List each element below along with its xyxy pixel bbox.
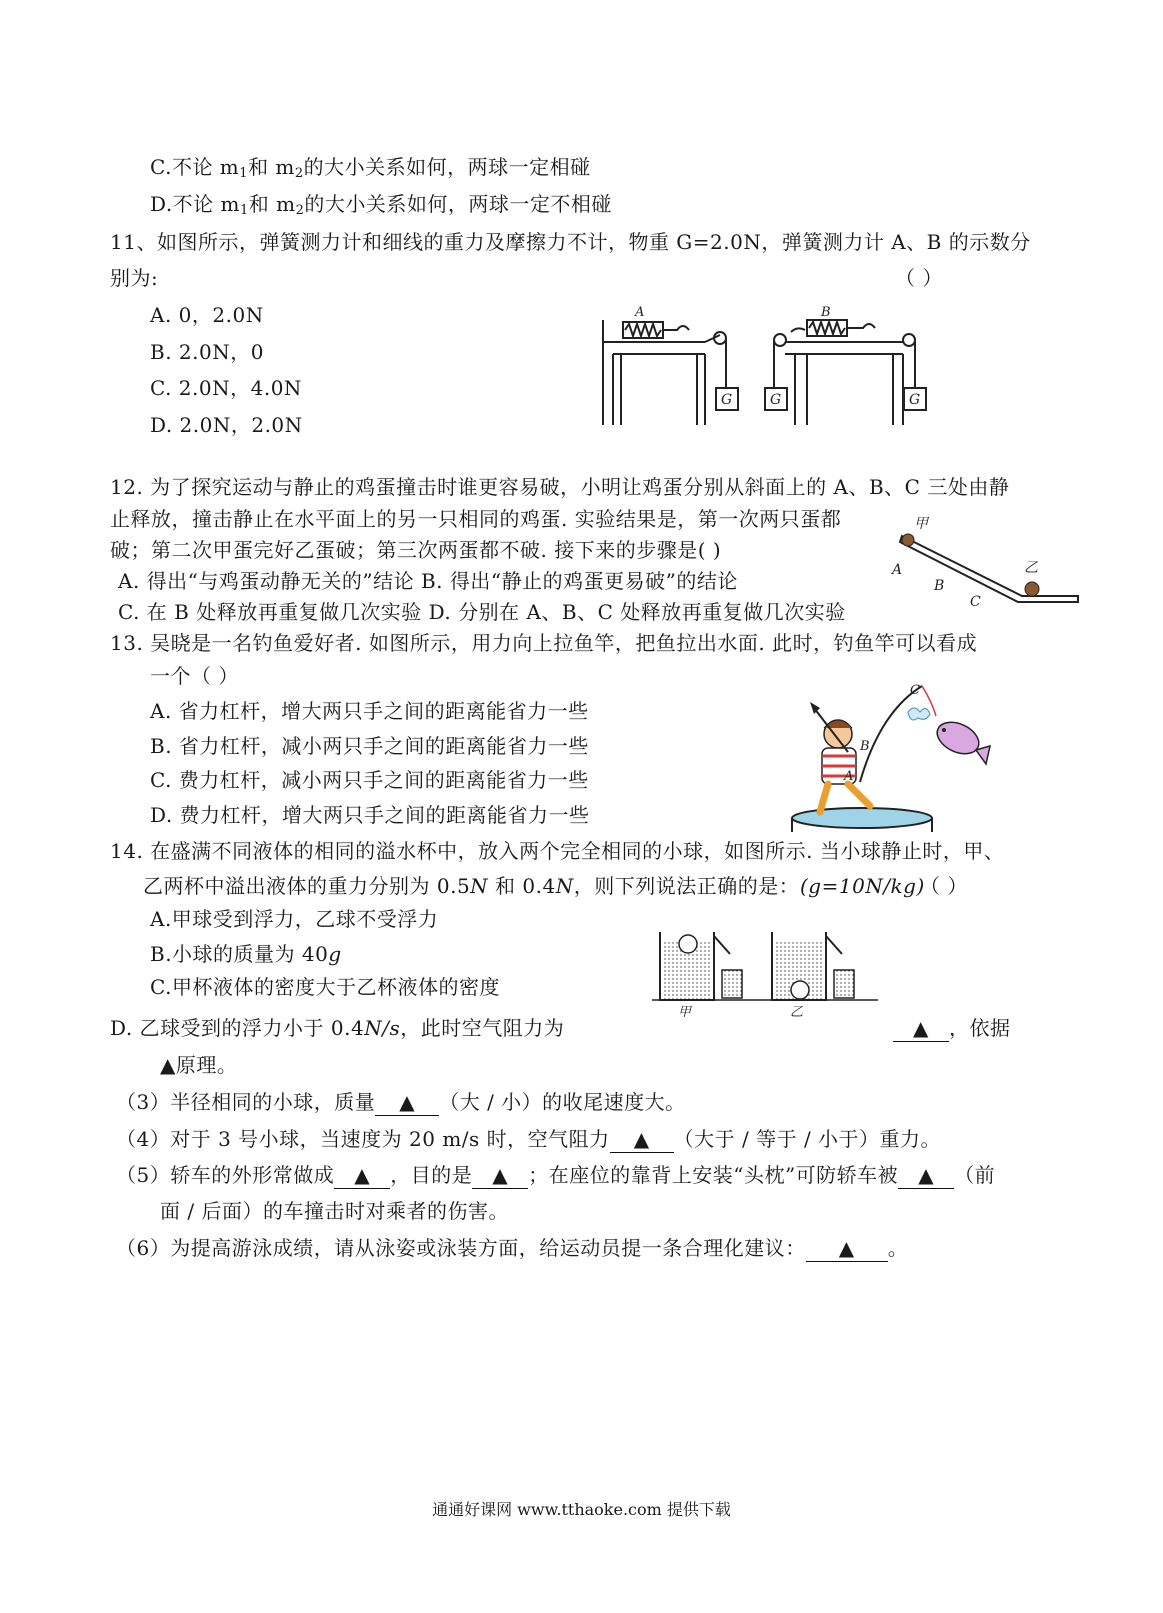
q14-stem-line1: 14. 在盛满不同液体的相同的溢水杯中，放入两个完全相同的小球，如图所示. 当小球静止时，甲、 — [110, 839, 1005, 863]
q13-option-c: C. 费力杠杆，减小两只手之间的距离能省力一些 — [150, 768, 589, 792]
answer-blank[interactable]: ▲ — [610, 1126, 674, 1153]
q11-weight-g-1: G — [721, 392, 733, 408]
q12-egg-yi — [1025, 582, 1039, 596]
q12-label-jia: 甲 — [914, 516, 928, 532]
fill-part-3: （3）半径相同的小球，质量 ▲ （大 / 小）的收尾速度大。 — [116, 1090, 686, 1114]
q14-overflow-cups-figure — [652, 926, 882, 1018]
fill-part-5: （5）轿车的外形常做成 ▲ ，目的是 ▲ ；在座位的靠背上安装“头枕”可防轿车被 ▲ （前 — [116, 1163, 996, 1187]
q14-stem-line2: 乙两杯中溢出液体的重力分别为 0.5N 和 0.4N，则下列说法正确的是： — [143, 874, 800, 898]
q13-fishing-figure — [790, 672, 1000, 832]
q11-stem-line2: 别为: — [110, 266, 159, 290]
q13-option-a: A. 省力杠杆，增大两只手之间的距离能省力一些 — [150, 699, 589, 723]
q14-label-yi: 乙 — [790, 1005, 804, 1018]
answer-blank[interactable]: ▲ — [375, 1089, 439, 1116]
q13-option-d: D. 费力杠杆，增大两只手之间的距离能省力一些 — [150, 803, 590, 827]
q13-label-a: A — [844, 769, 854, 784]
q14-answer-bracket: （ ） — [920, 874, 968, 898]
q11-option-d: D. 2.0N，2.0N — [150, 413, 303, 437]
q11-answer-bracket: （ ） — [895, 266, 943, 290]
q13-label-b: B — [860, 739, 870, 754]
q10-option-c: C.不论 $m_1$和 $m_2$的大小关系如何，两球一定相碰 — [150, 155, 591, 181]
fill-line-2: ▲原理。 — [160, 1053, 238, 1077]
q13-option-b: B. 省力杠杆，减小两只手之间的距离能省力一些 — [150, 734, 589, 758]
q12-stem-line1: 12. 为了探究运动与静止的鸡蛋撞击时谁更容易破，小明让鸡蛋分别从斜面上的 A、B、C 三处由静 — [110, 475, 1010, 499]
q11-label-a: A — [635, 305, 645, 320]
q14-option-d: D. 乙球受到的浮力小于 0.4N/s，此时空气阻力为 — [110, 1016, 565, 1040]
q14-option-c: C.甲杯液体的密度大于乙杯液体的密度 — [150, 975, 500, 999]
q13-stem-line2: 一个（ ） — [150, 664, 239, 688]
q13-label-c: C — [910, 683, 920, 698]
fill-part-5-line2: 面 / 后面）的车撞击时对乘者的伤害。 — [160, 1199, 509, 1223]
q11-option-a: A. 0，2.0N — [150, 303, 264, 327]
page-footer: 通通好课网 www.tthaoke.com 提供下载 — [432, 1500, 731, 1519]
q14-g-value: (g=10N/kg) — [800, 874, 925, 898]
q11-spring-scale-figure — [595, 300, 940, 430]
q12-incline-figure — [882, 508, 1082, 608]
fill-blank-line1-tail: ▲ ，依据 — [893, 1015, 1011, 1042]
q13-stem-line1: 13. 吴晓是一名钓鱼爱好者. 如图所示，用力向上拉鱼竿，把鱼拉出水面. 此时，钓鱼竿可以看成 — [110, 631, 978, 655]
q11-option-b: B. 2.0N，0 — [150, 340, 264, 364]
fill-part-6: （6）为提高游泳成绩，请从泳姿或泳装方面，给运动员提一条合理化建议： ▲ 。 — [116, 1236, 909, 1260]
q12-label-b: B — [934, 578, 945, 594]
answer-marker[interactable]: ▲ — [160, 1053, 176, 1077]
fill-part-4: （4）对于 3 号小球，当速度为 20 m/s 时，空气阻力 ▲ （大于 / 等于 / 小于）重力。 — [116, 1127, 942, 1151]
q12-label-a: A — [892, 562, 903, 578]
q14-option-b: B.小球的质量为 40g — [150, 942, 342, 966]
q10-option-d: D.不论 $m_1$和 $m_2$的大小关系如何，两球一定不相碰 — [150, 192, 612, 218]
answer-blank[interactable]: ▲ — [893, 1015, 949, 1042]
q12-stem-line3: 破；第二次甲蛋完好乙蛋破；第三次两蛋都不破. 接下来的步骤是( ) — [110, 538, 722, 562]
answer-blank[interactable]: ▲ — [806, 1235, 888, 1262]
q12-label-c: C — [970, 594, 981, 608]
q11-option-c: C. 2.0N，4.0N — [150, 376, 302, 400]
answer-blank[interactable]: ▲ — [334, 1162, 390, 1189]
q12-label-yi: 乙 — [1024, 560, 1038, 576]
q12-options-cd: C. 在 B 处释放再重复做几次实验 D. 分别在 A、B、C 处释放再重复做几次实验 — [118, 600, 846, 624]
q12-stem-line2: 止释放，撞击静止在水平面上的另一只相同的鸡蛋. 实验结果是，第一次两只蛋都 — [110, 507, 842, 531]
answer-blank[interactable]: ▲ — [472, 1162, 528, 1189]
q14-label-jia: 甲 — [678, 1005, 692, 1018]
q11-label-b: B — [821, 305, 831, 320]
q12-egg-jia — [902, 534, 914, 546]
q11-weight-g-3: G — [909, 392, 921, 408]
q11-stem-line1: 11、如图所示，弹簧测力计和细线的重力及摩擦力不计，物重 G=2.0N，弹簧测力计 A、B 的示数分 — [110, 230, 1031, 254]
answer-blank[interactable]: ▲ — [898, 1162, 954, 1189]
q14-option-a: A.甲球受到浮力，乙球不受浮力 — [150, 907, 439, 931]
q11-weight-g-2: G — [770, 392, 782, 408]
q12-options-ab: A. 得出“与鸡蛋动静无关的”结论 B. 得出“静止的鸡蛋更易破”的结论 — [118, 569, 738, 593]
